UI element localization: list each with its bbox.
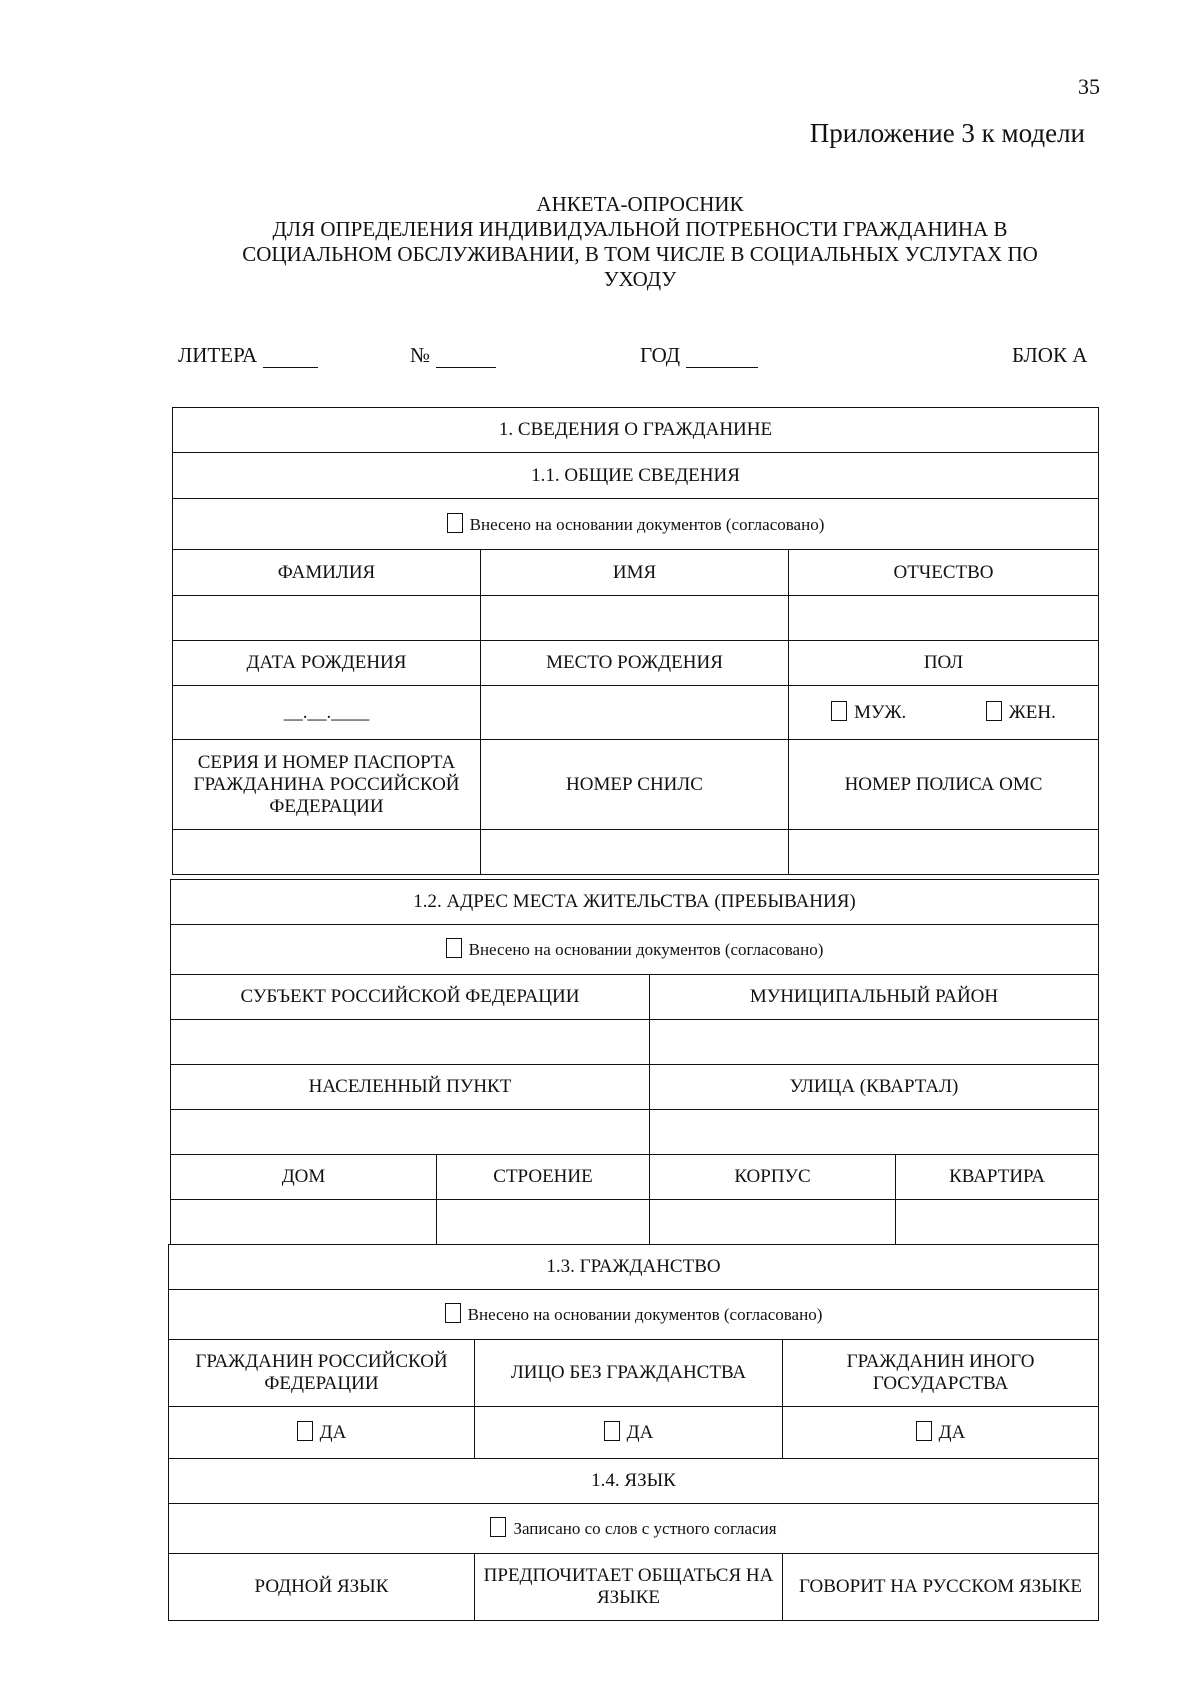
title-line: УХОДУ <box>603 267 677 291</box>
apartment-header: КВАРТИРА <box>896 1155 1099 1200</box>
stateless-header: ЛИЦО БЕЗ ГРАЖДАНСТВА <box>475 1340 783 1407</box>
male-label: МУЖ. <box>854 702 907 723</box>
snils-header: НОМЕР СНИЛС <box>481 740 789 830</box>
speaks-russian-header: ГОВОРИТ НА РУССКОМ ЯЗЫКЕ <box>783 1554 1099 1621</box>
building-header: СТРОЕНИЕ <box>437 1155 650 1200</box>
oms-header: НОМЕР ПОЛИСА ОМС <box>789 740 1099 830</box>
yes-label: ДА <box>938 1422 966 1443</box>
birth-date-input[interactable] <box>173 686 481 740</box>
patronymic-input[interactable] <box>789 596 1099 641</box>
birth-date-header: ДАТА РОЖДЕНИЯ <box>173 641 481 686</box>
doc-confirm-row <box>173 499 1099 550</box>
block-label: БЛОК А <box>1012 343 1088 367</box>
apartment-input[interactable] <box>896 1200 1099 1245</box>
litera-field[interactable] <box>178 343 318 368</box>
year-label: ГОД <box>640 343 681 367</box>
patronymic-header: ОТЧЕСТВО <box>789 550 1099 596</box>
oms-input[interactable] <box>789 830 1099 875</box>
subsection-title: 1.3. ГРАЖДАНСТВО <box>169 1245 1099 1290</box>
stateless-checkbox[interactable] <box>604 1421 620 1441</box>
preferred-language-header: ПРЕДПОЧИТАЕТ ОБЩАТЬСЯ НА ЯЗЫКЕ <box>475 1554 783 1621</box>
oral-consent-label: Записано со слов с устного согласия <box>513 1519 777 1538</box>
locality-header: НАСЕЛЕННЫЙ ПУНКТ <box>171 1065 650 1110</box>
date-placeholder: __.__.____ <box>283 701 370 723</box>
year-blank[interactable] <box>686 347 758 368</box>
district-input[interactable] <box>650 1020 1099 1065</box>
female-checkbox[interactable] <box>986 701 1002 721</box>
citizenship-doc-confirm-row <box>169 1290 1099 1340</box>
subsection-title: 1.4. ЯЗЫК <box>169 1459 1099 1504</box>
locality-input[interactable] <box>171 1110 650 1155</box>
citizenship-language-table <box>168 1244 1099 1621</box>
foreign-citizen-checkbox[interactable] <box>916 1421 932 1441</box>
address-doc-confirm-row <box>171 925 1099 975</box>
block-header: КОРПУС <box>650 1155 896 1200</box>
oral-consent-row <box>169 1504 1099 1554</box>
rf-citizen-option <box>169 1407 475 1459</box>
rf-citizen-checkbox[interactable] <box>297 1421 313 1441</box>
year-field[interactable] <box>640 343 758 368</box>
male-checkbox[interactable] <box>831 701 847 721</box>
block-input[interactable] <box>650 1200 896 1245</box>
litera-blank[interactable] <box>263 347 318 368</box>
birth-place-header: МЕСТО РОЖДЕНИЯ <box>481 641 789 686</box>
title-line: ДЛЯ ОПРЕДЕЛЕНИЯ ИНДИВИДУАЛЬНОЙ ПОТРЕБНОСТИ ГРАЖДАНИНА В <box>272 217 1008 241</box>
section-title: 1. СВЕДЕНИЯ О ГРАЖДАНИНЕ <box>173 408 1099 453</box>
doc-confirm-label: Внесено на основании документов (согласовано) <box>469 514 825 534</box>
rf-citizen-header: ГРАЖДАНИН РОССИЙСКОЙ ФЕДЕРАЦИИ <box>169 1340 475 1407</box>
district-header: МУНИЦИПАЛЬНЫЙ РАЙОН <box>650 975 1099 1020</box>
address-doc-label: Внесено на основании документов (согласовано) <box>468 940 824 959</box>
litera-label: ЛИТЕРА <box>178 343 258 367</box>
region-header: СУБЪЕКТ РОССИЙСКОЙ ФЕДЕРАЦИИ <box>171 975 650 1020</box>
oral-consent-checkbox[interactable] <box>490 1517 506 1537</box>
region-input[interactable] <box>171 1020 650 1065</box>
passport-header: СЕРИЯ И НОМЕР ПАСПОРТА ГРАЖДАНИНА РОССИЙСКОЙ ФЕДЕРАЦИИ <box>173 740 481 830</box>
number-label: № <box>410 343 431 367</box>
number-blank[interactable] <box>436 347 496 368</box>
passport-input[interactable] <box>173 830 481 875</box>
yes-label: ДА <box>319 1422 347 1443</box>
surname-input[interactable] <box>173 596 481 641</box>
foreign-citizen-header: ГРАЖДАНИН ИНОГО ГОСУДАРСТВА <box>783 1340 1099 1407</box>
subsection-title: 1.2. АДРЕС МЕСТА ЖИТЕЛЬСТВА (ПРЕБЫВАНИЯ) <box>171 880 1099 925</box>
appendix-label: Приложение 3 к модели <box>809 118 1085 148</box>
surname-header: ФАМИЛИЯ <box>173 550 481 596</box>
name-input[interactable] <box>481 596 789 641</box>
title-line: АНКЕТА-ОПРОСНИК <box>536 192 744 216</box>
page-number: 35 <box>1078 74 1100 99</box>
building-input[interactable] <box>437 1200 650 1245</box>
general-info-table <box>172 407 1099 875</box>
stateless-option <box>475 1407 783 1459</box>
number-field[interactable] <box>410 343 496 368</box>
citizenship-doc-label: Внесено на основании документов (согласовано) <box>467 1305 823 1324</box>
house-header: ДОМ <box>171 1155 437 1200</box>
street-header: УЛИЦА (КВАРТАЛ) <box>650 1065 1099 1110</box>
address-table <box>170 879 1099 1245</box>
native-language-header: РОДНОЙ ЯЗЫК <box>169 1554 475 1621</box>
document-title <box>120 192 1160 292</box>
female-label: ЖЕН. <box>1008 702 1056 723</box>
snils-input[interactable] <box>481 830 789 875</box>
street-input[interactable] <box>650 1110 1099 1155</box>
sex-options <box>789 686 1099 740</box>
address-doc-checkbox[interactable] <box>446 938 462 958</box>
title-line: СОЦИАЛЬНОМ ОБСЛУЖИВАНИИ, В ТОМ ЧИСЛЕ В СОЦИАЛЬНЫХ УСЛУГАХ ПО <box>242 242 1038 266</box>
citizenship-doc-checkbox[interactable] <box>445 1303 461 1323</box>
birth-place-input[interactable] <box>481 686 789 740</box>
sex-header: ПОЛ <box>789 641 1099 686</box>
house-input[interactable] <box>171 1200 437 1245</box>
name-header: ИМЯ <box>481 550 789 596</box>
foreign-citizen-option <box>783 1407 1099 1459</box>
doc-confirm-checkbox[interactable] <box>447 513 463 533</box>
subsection-title: 1.1. ОБЩИЕ СВЕДЕНИЯ <box>173 453 1099 499</box>
yes-label: ДА <box>626 1422 654 1443</box>
